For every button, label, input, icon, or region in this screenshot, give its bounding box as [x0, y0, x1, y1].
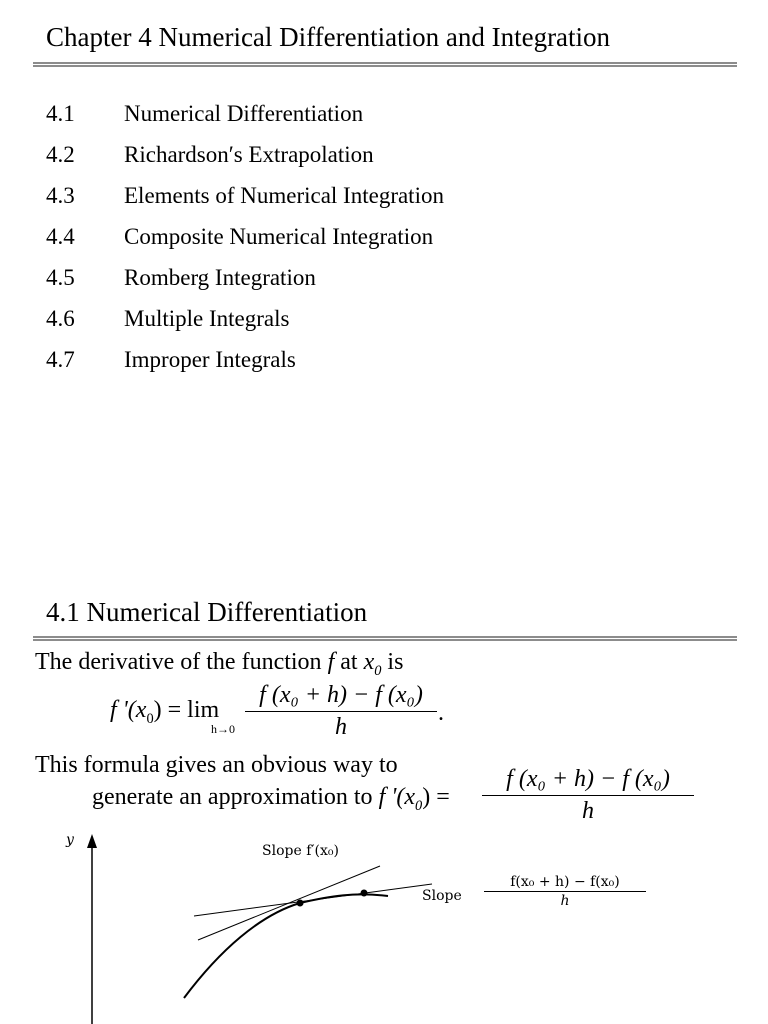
figure-y-label: y — [66, 832, 74, 848]
toc-num: 4.2 — [46, 142, 75, 167]
intro-f: f — [327, 649, 335, 675]
toc-item: Richardson′s Extrapolation — [124, 142, 374, 167]
approx-end: ) = — [422, 784, 450, 810]
eq2-fraction-bar — [482, 795, 694, 796]
point-x0 — [297, 900, 304, 907]
eq1-lhs-sub: 0 — [146, 710, 154, 727]
intro-at: at — [340, 649, 358, 675]
figure-slope-tangent-label: Slope f′(x₀) — [262, 843, 339, 859]
intro-x-sub: 0 — [374, 662, 382, 679]
toc-item: Multiple Integrals — [124, 306, 290, 331]
toc-num: 4.3 — [46, 183, 75, 208]
point-x0-plus-h — [361, 890, 368, 897]
intro-x: x — [363, 649, 375, 675]
toc-num: 4.1 — [46, 101, 75, 126]
eq1-lhs-end: ) = lim — [153, 697, 220, 723]
toc-item: Composite Numerical Integration — [124, 224, 434, 249]
toc-item: Elements of Numerical Integration — [124, 183, 444, 208]
approx-f: f '(x — [378, 784, 416, 810]
function-curve — [184, 894, 388, 998]
figure-secant-denominator: h — [560, 893, 570, 909]
chapter-title-rule — [33, 62, 737, 67]
eq2-denominator: h — [582, 798, 594, 824]
eq1-lim-sub: h→0 — [211, 722, 235, 736]
eq1-denominator: h — [335, 714, 347, 740]
toc-num: 4.5 — [46, 265, 75, 290]
figure-secant-numerator: f(x₀ + h) − f(x₀) — [510, 874, 620, 890]
eq1-lhs — [110, 697, 219, 728]
eq2-fraction — [482, 766, 694, 825]
eq2-numerator: f (x₀ + h) − f (x₀) — [506, 766, 670, 792]
intro-text: The derivative of the function — [35, 649, 322, 675]
toc-item: Improper Integrals — [124, 347, 296, 372]
eq1-numerator: f (x₀ + h) − f (x₀) — [259, 682, 423, 708]
figure-secant-bar — [484, 891, 646, 892]
y-axis-arrow-icon — [87, 834, 97, 848]
eq1-period: . — [438, 700, 444, 726]
figure-secant-fraction — [484, 874, 646, 909]
toc-num: 4.4 — [46, 224, 75, 249]
section-title: 4.1 Numerical Differentiation — [46, 597, 368, 627]
approx-line — [92, 784, 450, 815]
toc-num: 4.7 — [46, 347, 75, 372]
intro-line — [35, 649, 403, 680]
tangent-secant-figure — [0, 820, 768, 1024]
chapter-title: Chapter 4 Numerical Differentiation and Integration — [46, 22, 611, 52]
approx-text: generate an approximation to — [92, 784, 373, 810]
eq1-fraction-bar — [245, 711, 437, 712]
figure-slope-secant-label: Slope — [422, 888, 462, 904]
formula-text: This formula gives an obvious way to — [35, 752, 398, 778]
secant-line — [194, 884, 432, 916]
toc-num: 4.6 — [46, 306, 75, 331]
eq1-lhs-f: f '(x — [110, 697, 147, 723]
approx-sub: 0 — [415, 797, 423, 814]
toc-item: Numerical Differentiation — [124, 101, 364, 126]
toc-item: Romberg Integration — [124, 265, 316, 290]
eq1-fraction — [245, 682, 437, 741]
intro-is: is — [387, 649, 404, 675]
section-title-rule — [33, 636, 737, 641]
